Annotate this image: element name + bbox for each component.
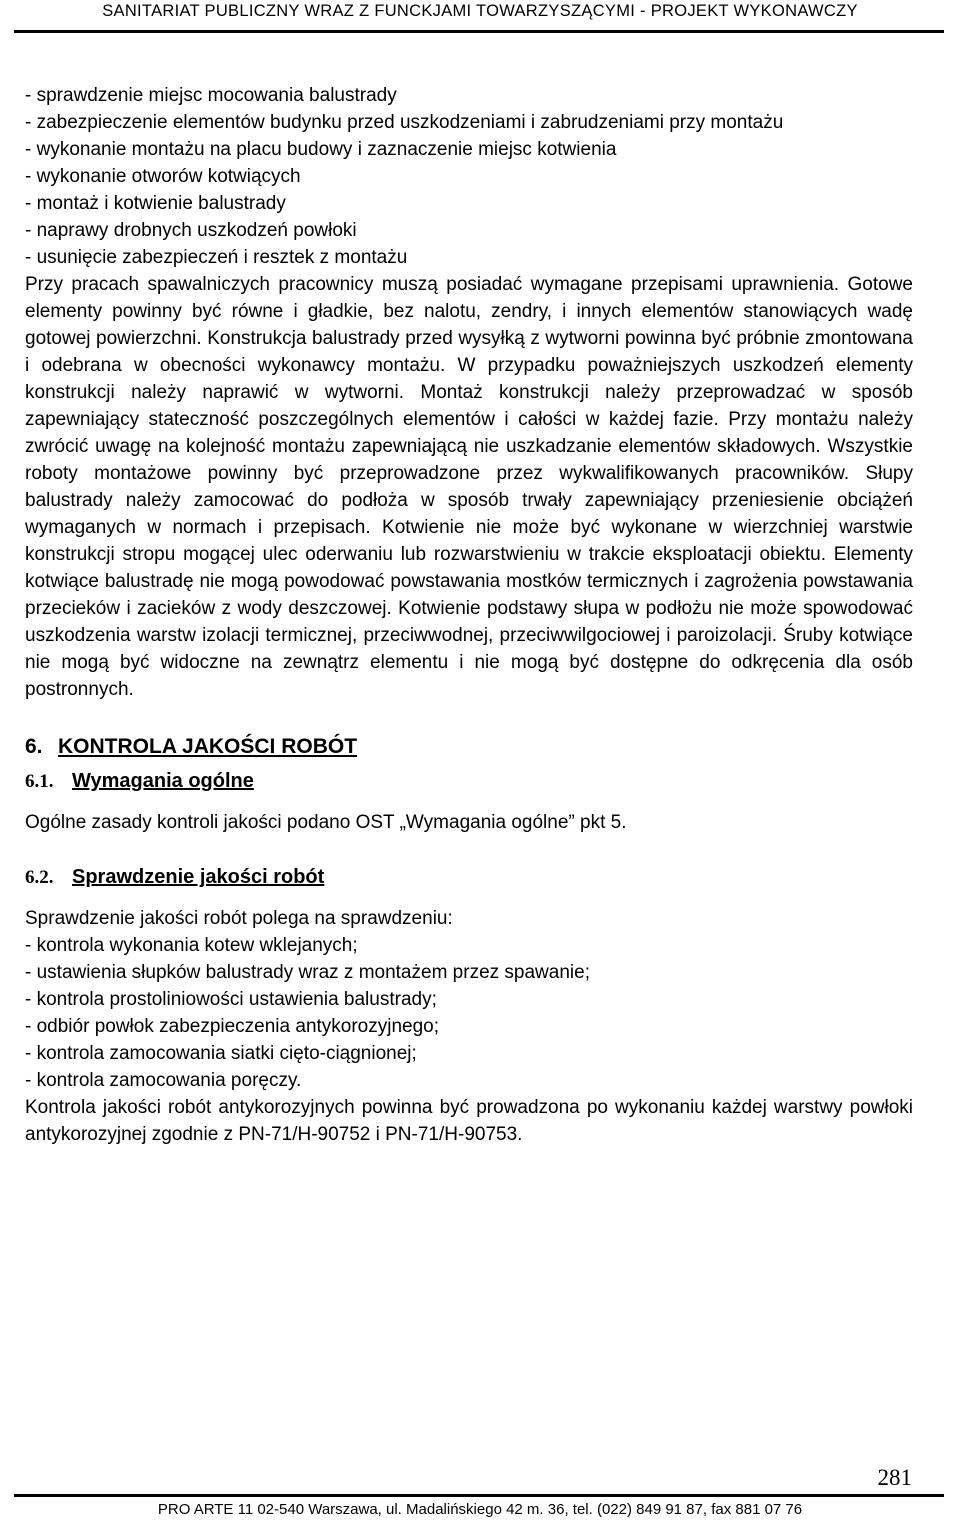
section-title: Sprawdzenie jakości robót	[72, 866, 325, 888]
section-number: 6.	[25, 735, 43, 758]
list-item: - odbiór powłok zabezpieczenia antykorozyjnego;	[25, 1016, 440, 1037]
list-item: - kontrola zamocowania poręczy.	[25, 1070, 302, 1091]
section-6-2-heading	[25, 862, 913, 893]
header-divider	[14, 30, 944, 33]
list-item: - kontrola prostoliniowości ustawienia balustrady;	[25, 989, 437, 1010]
list-item: - ustawienia słupków balustrady wraz z montażem przez spawanie;	[25, 962, 590, 983]
section-number: 6.2.	[25, 867, 54, 888]
section-title: Wymagania ogólne	[72, 770, 254, 792]
list-item: - sprawdzenie miejsc mocowania balustrady	[25, 85, 397, 106]
list-item: - kontrola wykonania kotew wklejanych;	[25, 935, 358, 956]
page-number: 281	[877, 1465, 912, 1490]
page-footer: PRO ARTE 11 02-540 Warszawa, ul. Madalińskiego 42 m. 36, tel. (022) 849 91 87, fax 881 07 76	[157, 1501, 803, 1518]
list-item: - wykonanie montażu na placu budowy i zaznaczenie miejsc kotwienia	[25, 139, 617, 160]
section-title: KONTROLA JAKOŚCI ROBÓT	[58, 735, 358, 758]
section-intro: Sprawdzenie jakości robót polega na sprawdzeniu:	[25, 908, 453, 929]
page-header: SANITARIAT PUBLICZNY WRAZ Z FUNCKJAMI TOWARZYSZĄCYMI - PROJEKT WYKONAWCZY	[102, 2, 858, 20]
main-paragraph: Przy pracach spawalniczych pracownicy muszą posiadać wymagane przepisami uprawnienia. Gotowe elementy powinny być równe i gładkie, bez nalotu, zendry, i innych elementów stanowiących wadę gotowej powierzchni. Konstrukcja balustrady przed wysyłką z wytworni powinna być próbnie zmontowana i odebrana w obecności wykonawcy montażu. W przypadku poważniejszych uszkodzeń elementy konstrukcji należy naprawić w wytworni. Montaż konstrukcji należy przeprowadzać w sposób zapewniający stateczność poszczególnych elementów i całości w każdej fazie. Przy montażu należy zwrócić uwagę na kolejność montażu zapewniającą nie uszkadzanie elementów składowych. Wszystkie roboty montażowe powinny być przeprowadzone przez wykwalifikowanych pracowników. Słupy balustrady należy zamocować do podłoża w sposób trwały zapewniający przeniesienie obciążeń wymaganych w normach i przepisach. Kotwienie nie może być wykonane w wierzchniej warstwie konstrukcji stropu mogącej ulec oderwaniu lub rozwarstwieniu w trakcie eksploatacji obiektu. Elementy kotwiące balustradę nie mogą powodować powstawania mostków termicznych i zagrożenia powstawania przecieków i zacieków z wody deszczowej. Kotwienie podstawy słupa w podłożu nie może spowodować uszkodzenia warstw izolacji termicznej, przeciwwodnej, przeciwwilgociowej i paroizolacji. Śruby kotwiące nie mogą być widoczne na zewnątrz elementu i nie mogą być dostępne do odkręcenia dla osób postronnych.	[25, 274, 913, 700]
list-item: - usunięcie zabezpieczeń i resztek z montażu	[25, 247, 408, 268]
list-item: - naprawy drobnych uszkodzeń powłoki	[25, 220, 357, 241]
list-item: - wykonanie otworów kotwiących	[25, 166, 301, 187]
list-item: - zabezpieczenie elementów budynku przed uszkodzeniami i zabrudzeniami przy montażu	[25, 112, 784, 133]
section-6-1-heading	[25, 766, 913, 797]
closing-paragraph: Kontrola jakości robót antykorozyjnych powinna być prowadzona po wykonaniu każdej warstwy powłoki antykorozyjnej zgodnie z PN-71/H-90752 i PN-71/H-90753.	[25, 1097, 913, 1145]
list-item: - montaż i kotwienie balustrady	[25, 193, 286, 214]
list-item: - kontrola zamocowania siatki cięto-ciągnionej;	[25, 1043, 417, 1064]
section-6-heading	[25, 732, 913, 762]
section-text: Ogólne zasady kontroli jakości podano OST „Wymagania ogólne” pkt 5.	[25, 812, 627, 833]
document-body	[25, 82, 913, 1148]
footer-divider	[14, 1494, 944, 1497]
section-number: 6.1.	[25, 771, 54, 792]
